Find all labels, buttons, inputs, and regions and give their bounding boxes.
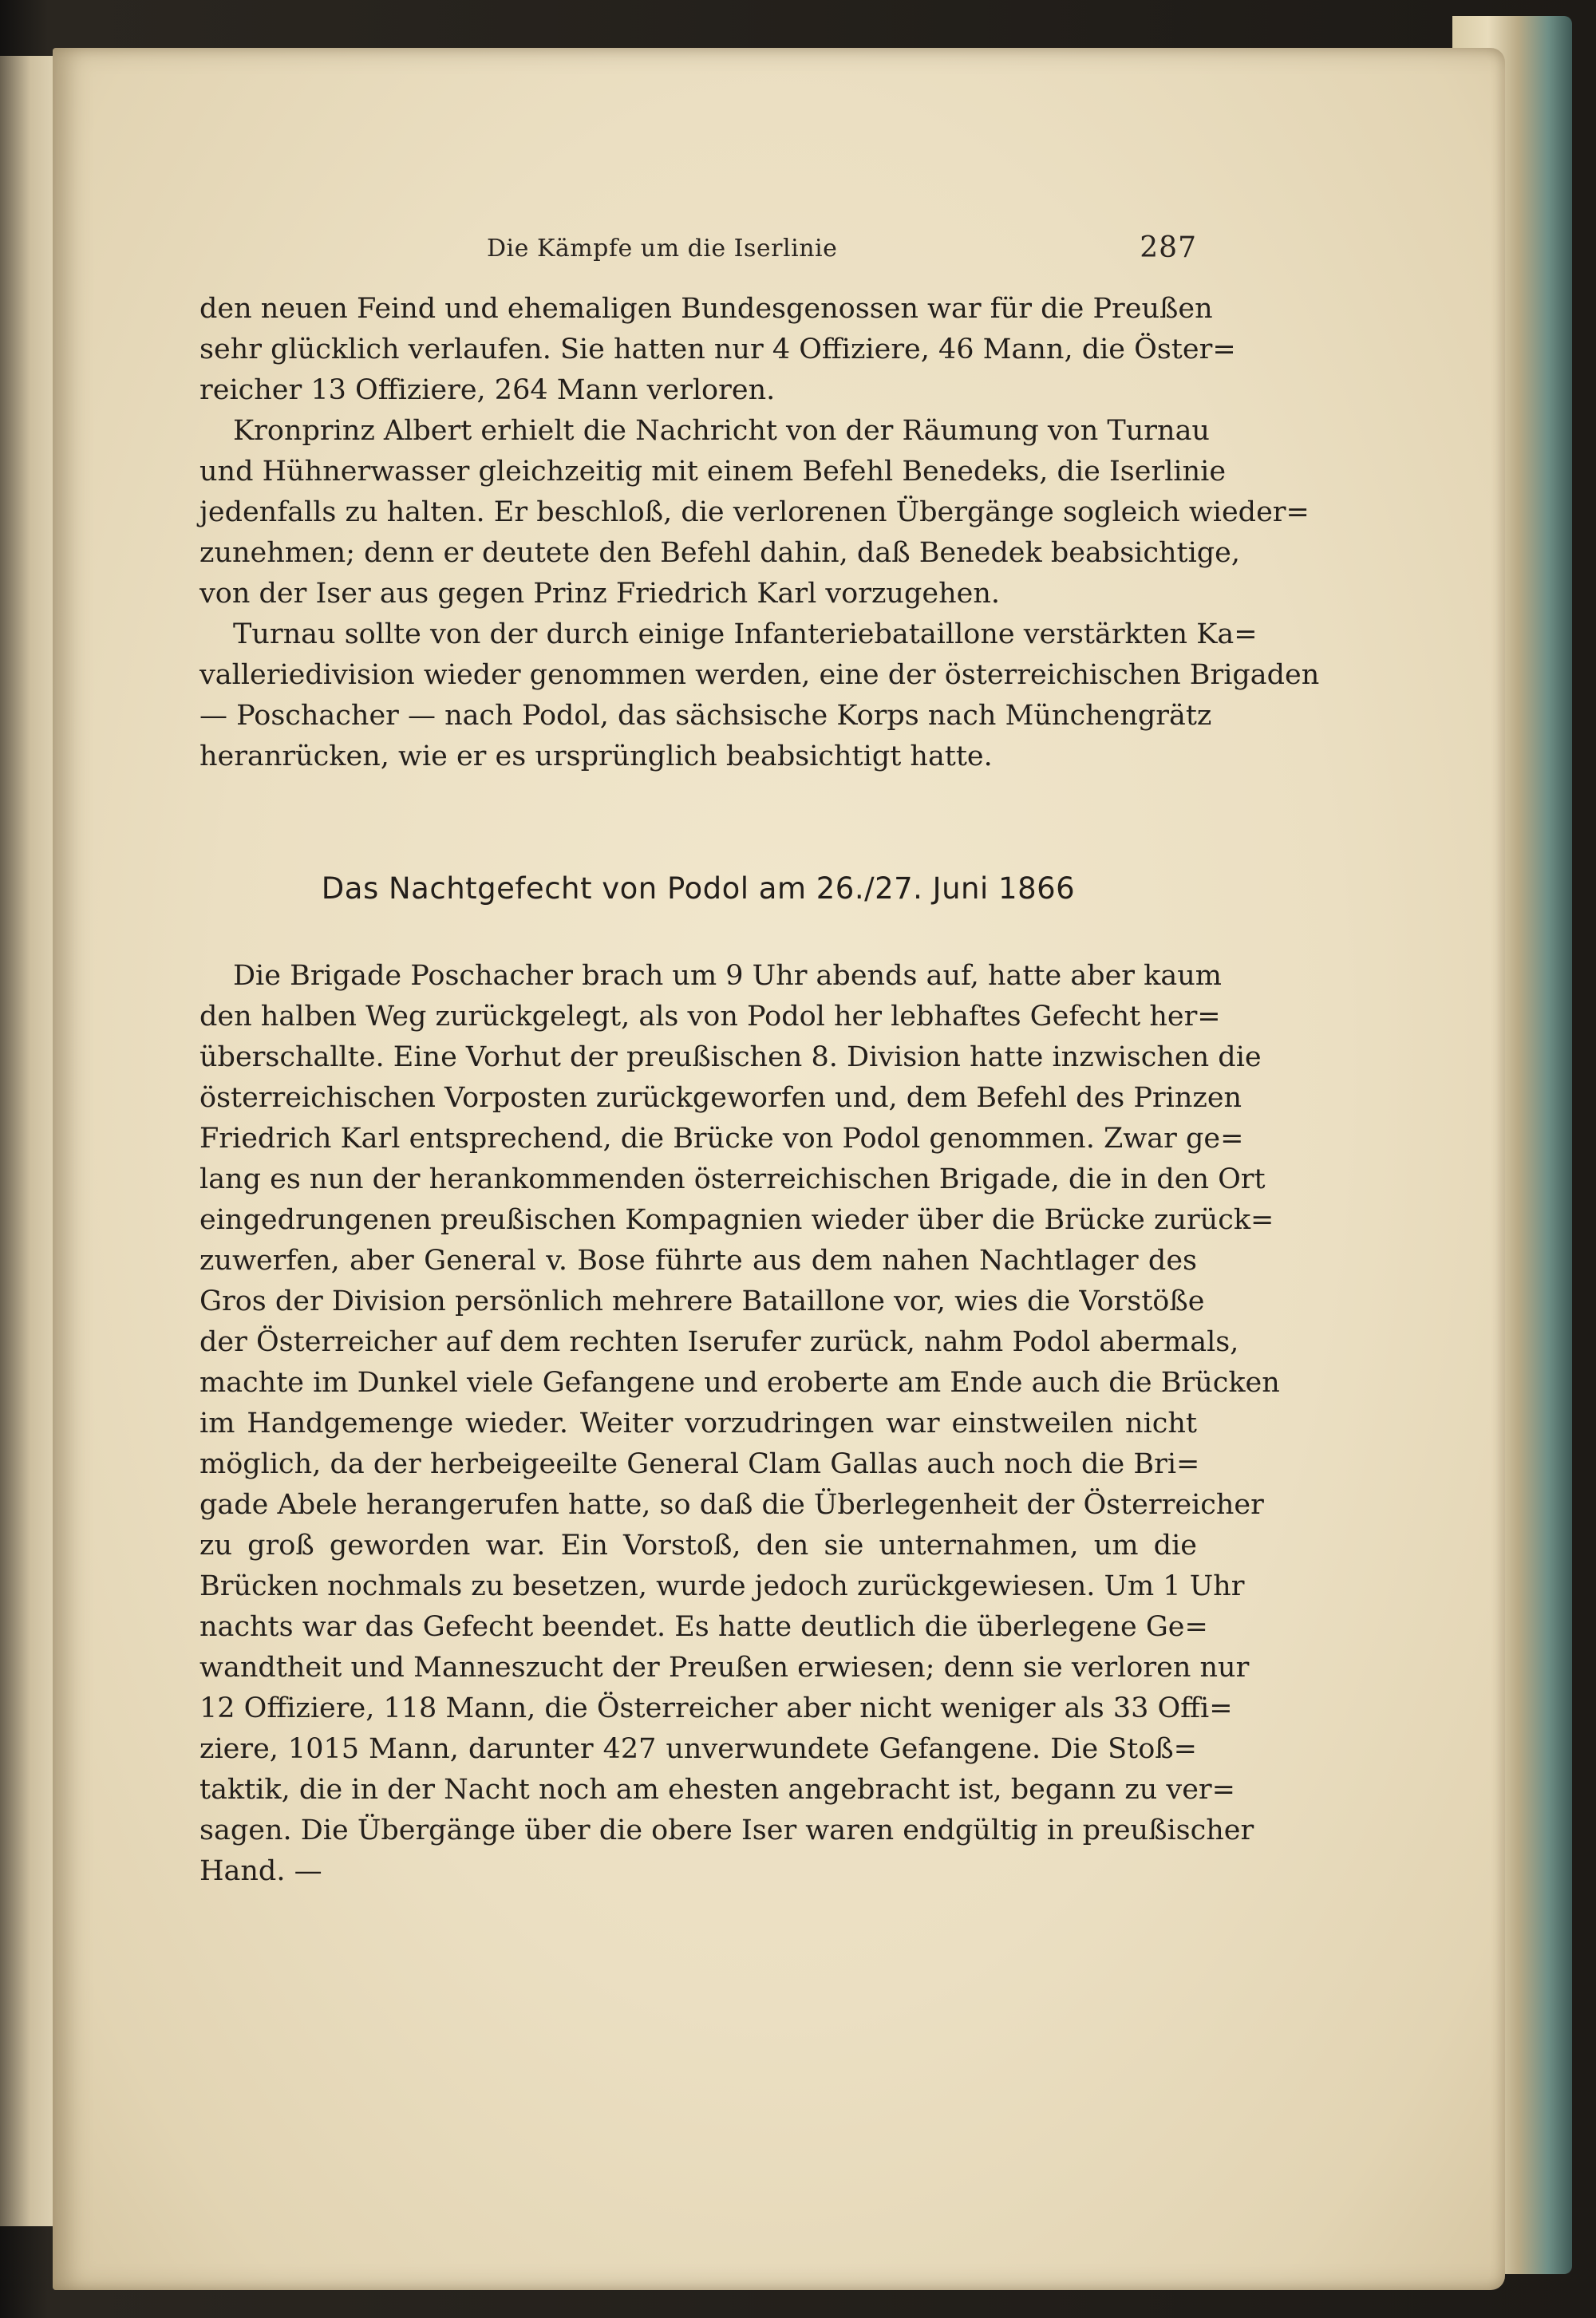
page-body bbox=[200, 289, 1320, 1892]
text-line: Brücken nochmals zu besetzen, wurde jedoch zurückgewiesen. Um 1 Uhr bbox=[200, 1570, 1245, 1602]
text-line: sagen. Die Übergänge über die obere Iser waren endgültig in preußischer bbox=[200, 1815, 1254, 1846]
text-line: den halben Weg zurückgelegt, als von Podol her lebhaftes Gefecht her= bbox=[200, 1001, 1221, 1033]
text-line: reicher 13 Offiziere, 264 Mann verloren. bbox=[200, 374, 776, 406]
text-line: taktik, die in der Nacht noch am ehesten angebracht ist, begann zu ver= bbox=[200, 1774, 1235, 1806]
intro-paragraphs bbox=[200, 289, 1320, 777]
heading-spacer bbox=[200, 913, 1197, 956]
text-line: valleriedivision wieder genommen werden, eine der österreichischen Brigaden bbox=[200, 659, 1320, 691]
text-line: nachts war das Gefecht beendet. Es hatte deutlich die überlegene Ge= bbox=[200, 1611, 1208, 1643]
paragraph bbox=[200, 614, 1320, 777]
text-line: zuwerfen, aber General v. Bose führte aus dem nahen Nachtlager des bbox=[200, 1245, 1197, 1277]
text-line: jedenfalls zu halten. Er beschloß, die verlorenen Übergänge sogleich wieder= bbox=[200, 496, 1310, 528]
text-line: von der Iser aus gegen Prinz Friedrich Karl vorzugehen. bbox=[200, 578, 1001, 610]
text-line: gade Abele herangerufen hatte, so daß die Überlegenheit der Österreicher bbox=[200, 1489, 1264, 1521]
text-line: österreichischen Vorposten zurückgeworfen und, dem Befehl des Prinzen bbox=[200, 1082, 1242, 1114]
text-line: Turnau sollte von der durch einige Infanteriebataillone verstärkten Ka= bbox=[233, 618, 1258, 650]
section-paragraphs bbox=[200, 956, 1280, 1892]
paragraph bbox=[200, 411, 1310, 614]
page-number: 287 bbox=[1140, 231, 1197, 264]
text-line: 12 Offiziere, 118 Mann, die Österreicher aber nicht weniger als 33 Offi= bbox=[200, 1692, 1233, 1724]
text-line: überschallte. Eine Vorhut der preußischen 8. Division hatte inzwischen die bbox=[200, 1041, 1262, 1073]
paragraph bbox=[200, 289, 1236, 411]
text-line: und Hühnerwasser gleichzeitig mit einem Befehl Benedeks, die Iserlinie bbox=[200, 456, 1227, 488]
text-line: Hand. — bbox=[200, 1855, 322, 1887]
text-line: im Handgemenge wieder. Weiter vorzudringen war einstweilen nicht bbox=[200, 1408, 1197, 1439]
paragraph bbox=[200, 956, 1280, 1892]
text-line: möglich, da der herbeigeeilte General Clam Gallas auch noch die Bri= bbox=[200, 1448, 1200, 1480]
text-line: machte im Dunkel viele Gefangene und eroberte am Ende auch die Brücken bbox=[200, 1367, 1280, 1399]
text-line: der Österreicher auf dem rechten Iserufer zurück, nahm Podol abermals, bbox=[200, 1326, 1239, 1358]
text-line: Gros der Division persönlich mehrere Bataillone vor, wies die Vorstöße bbox=[200, 1285, 1205, 1317]
running-head bbox=[200, 231, 1197, 271]
text-line: Die Brigade Poschacher brach um 9 Uhr abends auf, hatte aber kaum bbox=[233, 960, 1222, 992]
text-line: lang es nun der herankommenden österreichischen Brigade, die in den Ort bbox=[200, 1163, 1266, 1195]
text-line: heranrücken, wie er es ursprünglich beabsichtigt hatte. bbox=[200, 740, 993, 772]
text-line: ziere, 1015 Mann, darunter 427 unverwundete Gefangene. Die Stoß= bbox=[200, 1733, 1197, 1765]
running-head-title: Die Kämpfe um die Iserlinie bbox=[487, 235, 838, 263]
text-line: — Poschacher — nach Podol, das sächsische Korps nach Münchengrätz bbox=[200, 700, 1212, 732]
text-line: Friedrich Karl entsprechend, die Brücke von Podol genommen. Zwar ge= bbox=[200, 1123, 1244, 1155]
section-heading: Das Nachtgefecht von Podol am 26./27. Juni 1866 bbox=[321, 871, 1076, 906]
text-line: den neuen Feind und ehemaligen Bundesgenossen war für die Preußen bbox=[200, 293, 1213, 325]
text-line: Kronprinz Albert erhielt die Nachricht von der Räumung von Turnau bbox=[233, 415, 1210, 447]
text-line: zunehmen; denn er deutete den Befehl dahin, daß Benedek beabsichtige, bbox=[200, 537, 1241, 569]
section-spacer bbox=[200, 777, 1197, 865]
text-line: zu groß geworden war. Ein Vorstoß, den sie unternahmen, um die bbox=[200, 1530, 1197, 1562]
text-line: wandtheit und Manneszucht der Preußen erwiesen; denn sie verloren nur bbox=[200, 1652, 1250, 1684]
text-line: eingedrungenen preußischen Kompagnien wieder über die Brücke zurück= bbox=[200, 1204, 1274, 1236]
text-line: sehr glücklich verlaufen. Sie hatten nur 4 Offiziere, 46 Mann, die Öster= bbox=[200, 334, 1236, 365]
